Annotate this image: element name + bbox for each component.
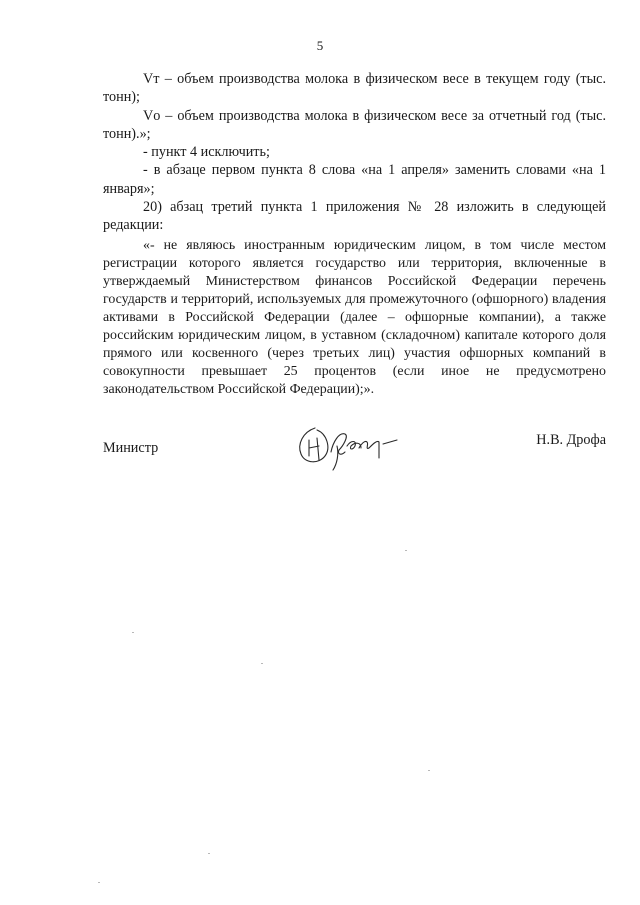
- scan-speck: [428, 770, 430, 771]
- quoted-amendment: [103, 237, 606, 399]
- signatory-role: Министр: [103, 440, 159, 456]
- scan-speck: [132, 632, 134, 633]
- signature-block: [103, 430, 606, 490]
- scan-speck: [405, 550, 407, 551]
- quoted-amendment-text: «- не являюсь иностранным юридическим лицом, в том числе местом регистрации которого является государство или территория, включенные в утверждаемый Министерством финансов Российской Федерации перечень государств и территорий, используемых для промежуточного (офшорного) владения активами в Российской Федерации (далее – офшорные компании), а также российским юридическим лицом, в уставном (складочном) капитале которого доля прямого или косвенного (через третьих лиц) участия офшорных компаний в совокупности превышает 25 процентов (если иное не предусмотрено законодательством Российской Федерации);».: [103, 237, 606, 397]
- scan-speck: [261, 663, 263, 664]
- scan-speck: [98, 882, 100, 883]
- paragraph-item-20: 20) абзац третий пункта 1 приложения № 28 изложить в следующей редакции:: [103, 199, 606, 234]
- handwritten-signature: [293, 422, 403, 472]
- document-body: [103, 70, 606, 399]
- signatory-name: Н.В. Дрофа: [536, 432, 606, 448]
- paragraph-vo-definition: Vо – объем производства молока в физическом весе за отчетный год (тыс. тонн).»;: [103, 107, 606, 142]
- scan-speck: [208, 853, 210, 854]
- paragraph-item-8: - в абзаце первом пункта 8 слова «на 1 апреля» заменить словами «на 1 января»;: [103, 162, 606, 197]
- paragraph-item-4: - пункт 4 исключить;: [143, 144, 270, 161]
- page-number: 5: [316, 38, 324, 53]
- paragraph-vt-definition: Vт – объем производства молока в физическом весе в текущем году (тыс. тонн);: [103, 71, 606, 106]
